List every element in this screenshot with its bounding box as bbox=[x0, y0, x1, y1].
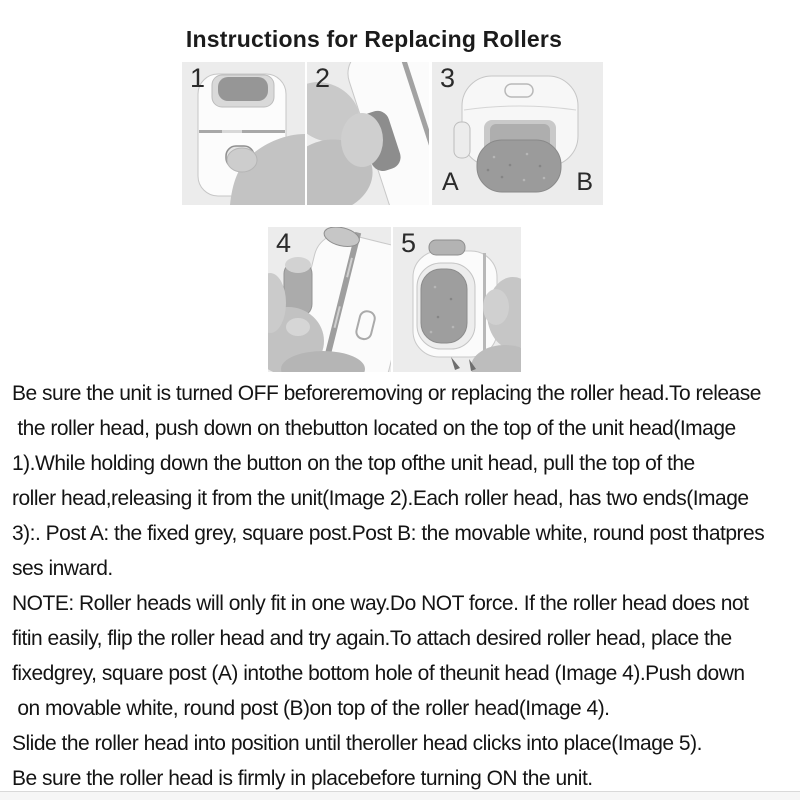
instruction-line: NOTE: Roller heads will only fit in one way.Do NOT force. If the roller head does not bbox=[12, 592, 749, 615]
bottom-strip bbox=[0, 792, 800, 800]
instruction-line: fixedgrey, square post (A) intothe bottom hole of theunit head (Image 4).Push down bbox=[12, 662, 745, 685]
figure-step-5 bbox=[393, 227, 521, 372]
figure-step-3 bbox=[432, 62, 603, 205]
instruction-line: Be sure the roller head is firmly in placebefore turning ON the unit. bbox=[12, 767, 593, 790]
figure-number: 1 bbox=[190, 63, 206, 93]
figure-number: 5 bbox=[401, 228, 417, 258]
side-post-a-icon bbox=[454, 122, 470, 158]
figure-number: 4 bbox=[276, 228, 292, 258]
figure-step-2 bbox=[307, 62, 429, 205]
instruction-line: roller head,releasing it from the unit(Image 2).Each roller head, has two ends(Image bbox=[12, 487, 749, 510]
post-a-label: A bbox=[442, 168, 459, 196]
roller-icon bbox=[477, 140, 561, 192]
instruction-line: ses inward. bbox=[12, 557, 113, 580]
figure-number: 2 bbox=[315, 63, 331, 93]
post-b-label: B bbox=[576, 168, 593, 196]
instruction-text bbox=[12, 376, 798, 796]
figure-step-1 bbox=[182, 62, 305, 205]
figure-step-4 bbox=[268, 227, 391, 372]
instruction-line: on movable white, round post (B)on top of the roller head(Image 4). bbox=[12, 697, 610, 720]
roller-icon bbox=[421, 269, 467, 343]
top-button-icon bbox=[429, 240, 465, 255]
instruction-line: fitin easily, flip the roller head and try again.To attach desired roller head, place the bbox=[12, 627, 732, 650]
instruction-line: 3):. Post A: the fixed grey, square post.Post B: the movable white, round post thatpres bbox=[12, 522, 765, 545]
instruction-line: Slide the roller head into position until theroller head clicks into place(Image 5). bbox=[12, 732, 702, 755]
roller-icon bbox=[218, 77, 268, 101]
instruction-line: Be sure the unit is turned OFF beforeremoving or replacing the roller head.To release bbox=[12, 382, 761, 405]
instruction-line: the roller head, push down on thebutton located on the top of the unit head(Image bbox=[12, 417, 736, 440]
page-title: Instructions for Replacing Rollers bbox=[185, 26, 563, 52]
figure-number: 3 bbox=[440, 63, 456, 93]
instruction-line: 1).While holding down the button on the top ofthe unit head, pull the top of the bbox=[12, 452, 695, 475]
